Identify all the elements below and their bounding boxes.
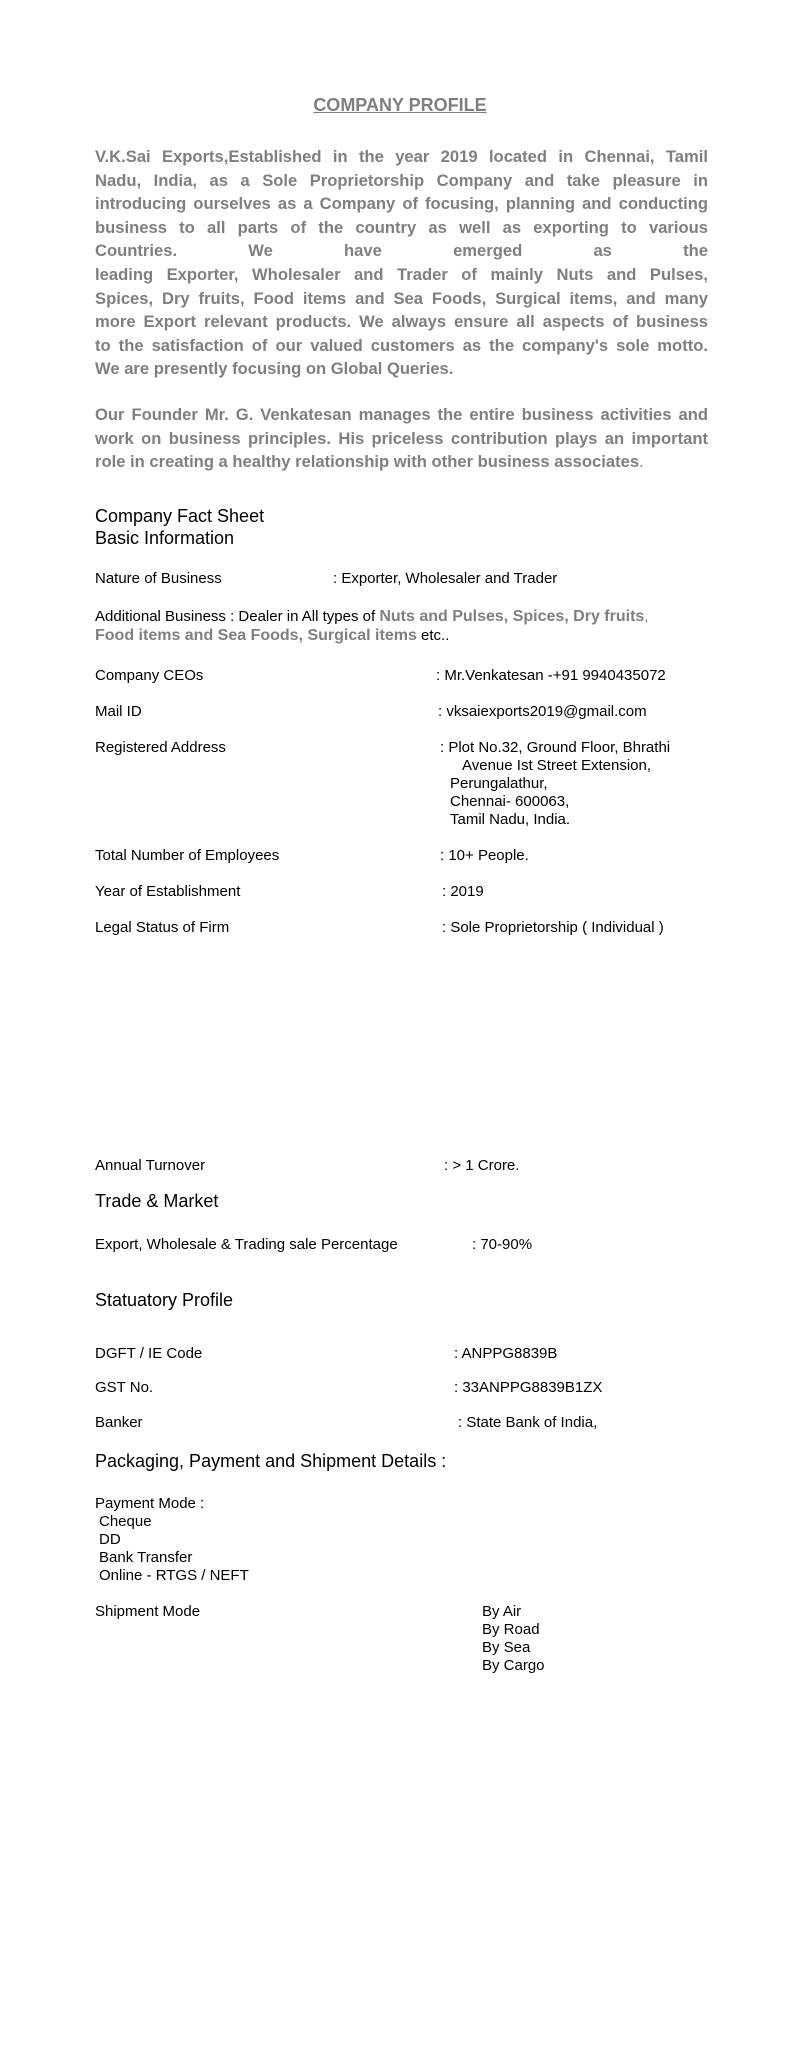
banker-value: : State Bank of India, [458,1414,598,1431]
nature-value: : Exporter, Wholesaler and Trader [333,570,558,587]
intro-line: introducing ourselves as a Company of focusing, planning and conducting [95,194,708,214]
additional-comma: , [644,608,649,625]
shipment-label: Shipment Mode [95,1603,201,1620]
additional-business-line1 [95,608,648,626]
address-line: Tamil Nadu, India. [450,811,571,828]
address-line: : Plot No.32, Ground Floor, Bhrathi [440,739,671,756]
address-label: Registered Address [95,739,226,756]
founder-line-text: role in creating a healthy relationship with other business associates [95,452,640,472]
shipment-mode-item: By Road [482,1621,540,1638]
fact-sheet-heading: Company Fact Sheet [95,506,265,526]
shipment-mode-item: By Air [482,1603,522,1620]
payment-mode-item: Bank Transfer [99,1549,193,1566]
intro-paragraph [95,145,708,381]
basic-info-heading: Basic Information [95,528,235,548]
turnover-label: Annual Turnover [95,1157,206,1174]
intro-line: business to all parts of the country as well as exporting to various [95,217,708,237]
address-line: Perungalathur, [450,775,548,792]
ceo-label: Company CEOs [95,667,204,684]
intro-line: Countries. We have emerged as the [95,241,708,261]
gst-label: GST No. [95,1379,154,1396]
founder-line [95,450,708,474]
additional-products-1: Nuts and Pulses, Spices, Dry fruits [379,608,645,625]
founder-paragraph [95,403,708,474]
dgft-value: : ANPPG8839B [454,1345,558,1362]
legal-value: : Sole Proprietorship ( Individual ) [442,919,664,936]
intro-line: Spices, Dry fruits, Food items and Sea Foods, Surgical items, and many [95,288,708,308]
intro-line: leading Exporter, Wholesaler and Trader of mainly Nuts and Pulses, [95,264,708,284]
sale-value: : 70-90% [472,1236,533,1253]
additional-business-line2 [95,627,449,645]
additional-products-2: Food items and Sea Foods, Surgical items [95,627,417,644]
payment-mode-item: Cheque [99,1513,152,1530]
year-value: : 2019 [442,883,484,900]
year-label: Year of Establishment [95,883,241,900]
trade-heading: Trade & Market [95,1191,219,1211]
mail-value: : vksaiexports2019@gmail.com [438,703,647,720]
intro-line: V.K.Sai Exports,Established in the year 2019 located in Chennai, Tamil [95,147,708,166]
founder-period: . [639,452,644,472]
ceo-value: : Mr.Venkatesan -+91 9940435072 [436,667,666,684]
dgft-label: DGFT / IE Code [95,1345,203,1362]
statutory-heading: Statuatory Profile [95,1290,234,1310]
founder-line: Our Founder Mr. G. Venkatesan manages the entire business activities and [95,405,708,424]
intro-line: more Export relevant products. We always ensure all aspects of business [95,312,708,332]
intro-line: to the satisfaction of our valued customers as the company's sole motto. [95,335,708,355]
intro-line: Nadu, India, as a Sole Proprietorship Company and take pleasure in [95,170,708,190]
shipment-mode-item: By Sea [482,1639,531,1656]
page-title: COMPANY PROFILE [313,95,487,115]
founder-line: work on business principles. His priceless contribution plays an important [95,428,708,448]
gst-value: : 33ANPPG8839B1ZX [454,1379,603,1396]
packaging-heading: Packaging, Payment and Shipment Details : [95,1451,447,1471]
legal-label: Legal Status of Firm [95,919,230,936]
sale-label: Export, Wholesale & Trading sale Percentage [95,1236,398,1253]
employees-label: Total Number of Employees [95,847,280,864]
banker-label: Banker [95,1414,143,1431]
intro-line: We are presently focusing on Global Queries. [95,359,454,379]
payment-mode-item: Online - RTGS / NEFT [99,1567,249,1584]
mail-label: Mail ID [95,703,142,720]
payment-mode-item: DD [99,1531,121,1548]
nature-label: Nature of Business [95,570,222,587]
address-line: Chennai- 600063, [450,793,570,810]
payment-label: Payment Mode : [95,1495,205,1512]
employees-value: : 10+ People. [440,847,529,864]
turnover-value: : > 1 Crore. [444,1157,520,1174]
shipment-mode-item: By Cargo [482,1657,545,1674]
address-line: Avenue Ist Street Extension, [462,757,652,774]
additional-suffix: etc.. [416,627,450,644]
additional-prefix: Additional Business : Dealer in All types of [95,608,380,625]
